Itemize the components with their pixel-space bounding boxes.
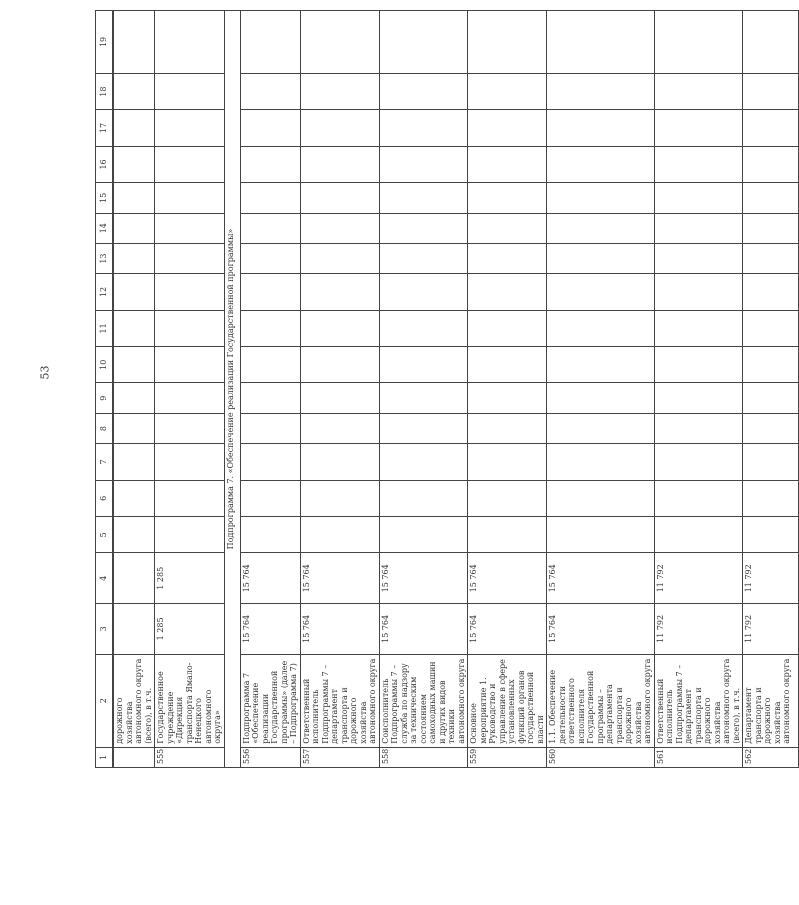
- row-number: 561: [654, 747, 743, 767]
- table-row: [743, 11, 799, 768]
- value-cell: 1 285: [155, 604, 225, 655]
- row-name: Основное мероприятие 1. Руководство и управление в сфере установленных функций органов государственной власти: [468, 654, 547, 747]
- row-name: Департамент транспорта и дорожного хозяйства автономного округа: [743, 654, 799, 747]
- row-number: 555: [155, 747, 225, 767]
- column-number: 6: [96, 480, 114, 516]
- column-number: 4: [96, 553, 114, 604]
- row-number: 558: [379, 747, 468, 767]
- rotated-table-sheet: [95, 10, 791, 768]
- column-number: 12: [96, 274, 114, 310]
- table-row: [468, 11, 547, 768]
- column-number-row: [96, 11, 114, 768]
- value-cell: 15 764: [300, 553, 379, 604]
- column-number: 16: [96, 146, 114, 182]
- value-cell: 15 764: [468, 604, 547, 655]
- column-number: 8: [96, 413, 114, 443]
- value-cell: [113, 553, 155, 604]
- row-number: 559: [468, 747, 547, 767]
- row-name: дорожного хозяйства автономного округа (всего), в т.ч.: [113, 654, 155, 747]
- row-number: 557: [300, 747, 379, 767]
- column-number: 2: [96, 654, 114, 747]
- row-number: 560: [547, 747, 655, 767]
- row-name: Государственное учреждение «Дирекция транспорта Ямало-Ненецкого автономного округа»: [155, 654, 225, 747]
- value-cell: 15 764: [379, 553, 468, 604]
- value-cell: 15 764: [547, 604, 655, 655]
- column-number: 7: [96, 444, 114, 480]
- column-number: 10: [96, 347, 114, 383]
- value-cell: 15 764: [468, 553, 547, 604]
- column-number: 13: [96, 243, 114, 273]
- table-row: [300, 11, 379, 768]
- column-number: 18: [96, 73, 114, 109]
- value-cell: 11 792: [654, 553, 743, 604]
- row-name: 1.1. Обеспечение деятельности ответственного исполнителя Государственной программы – департамента транспорта и дорожного хозяйства автономного округа: [547, 654, 655, 747]
- table-row: [547, 11, 655, 768]
- value-cell: [113, 604, 155, 655]
- subprogram-title: Подпрограмма 7. «Обеспечение реализации Государственной программы»: [224, 11, 240, 768]
- table-row: [113, 11, 155, 768]
- row-name: Соисполнитель Подпрограммы 7 – служба по надзору за техническим состоянием самоходных машин и других видов техники автономного округа: [379, 654, 468, 747]
- value-cell: 15 764: [240, 553, 300, 604]
- row-number: 556: [240, 747, 300, 767]
- subprogram-header-row: [224, 11, 240, 768]
- table-row: [240, 11, 300, 768]
- value-cell: 11 792: [743, 604, 799, 655]
- row-name: Ответственный исполнитель Подпрограммы 7 – департамент транспорта и дорожного хозяйства автономного округа: [300, 654, 379, 747]
- column-number: 11: [96, 310, 114, 346]
- column-number: 1: [96, 747, 114, 767]
- column-number: 17: [96, 110, 114, 146]
- value-cell: 15 764: [240, 604, 300, 655]
- column-number: 9: [96, 383, 114, 413]
- row-number: 562: [743, 747, 799, 767]
- column-number: 14: [96, 213, 114, 243]
- value-cell: 15 764: [379, 604, 468, 655]
- value-cell: 1 285: [155, 553, 225, 604]
- table-row: [155, 11, 225, 768]
- table-row: [654, 11, 743, 768]
- column-number: 19: [96, 11, 114, 74]
- page-number: 53: [38, 365, 52, 380]
- row-number: [113, 747, 155, 767]
- row-name: Ответственный исполнитель Подпрограммы 7 – департамент транспорта и дорожного хозяйства автономного округа (всего), в т.ч.: [654, 654, 743, 747]
- column-number: 5: [96, 517, 114, 553]
- value-cell: 11 792: [654, 604, 743, 655]
- row-name: Подпрограмма 7 «Обеспечение реализации Государственной программы» (далее – Подпрограмма 7): [240, 654, 300, 747]
- budget-table: [95, 10, 799, 768]
- column-number: 3: [96, 604, 114, 655]
- value-cell: 15 764: [547, 553, 655, 604]
- table-row: [379, 11, 468, 768]
- value-cell: 11 792: [743, 553, 799, 604]
- value-cell: 15 764: [300, 604, 379, 655]
- column-number: 15: [96, 183, 114, 213]
